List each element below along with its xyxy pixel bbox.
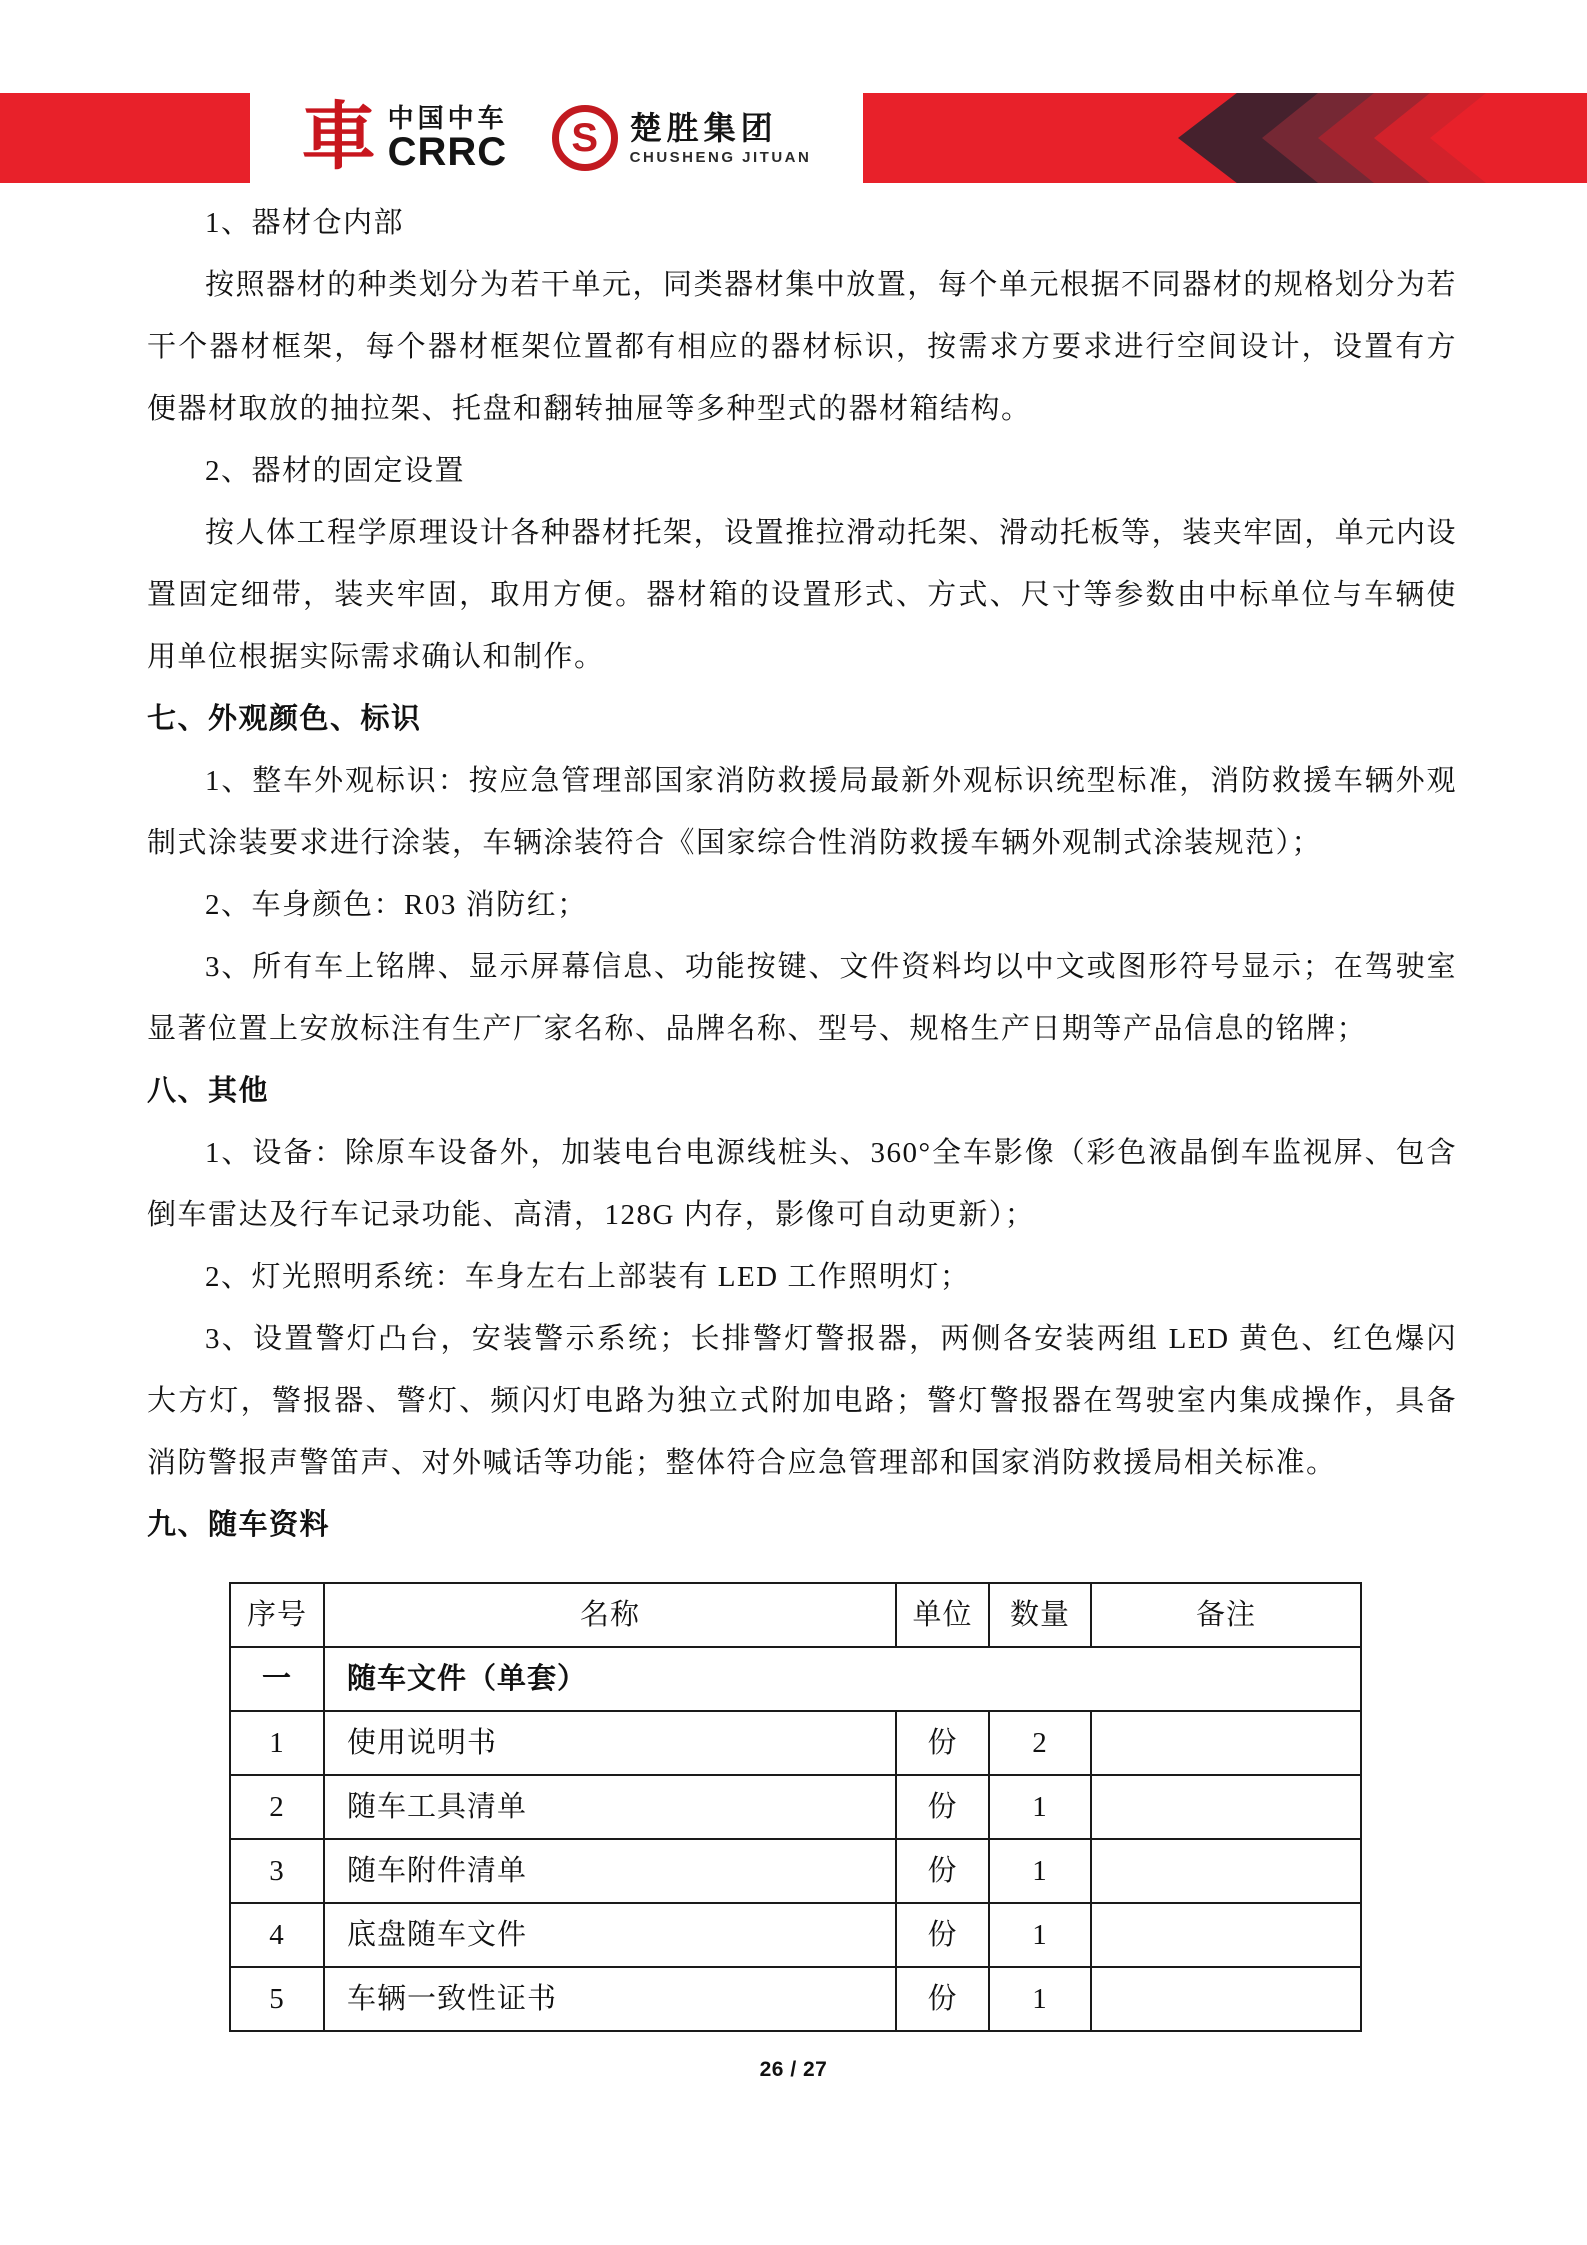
table-row <box>230 1967 1361 2031</box>
note-cell <box>1091 1903 1361 1967</box>
index-cell: 4 <box>230 1903 324 1967</box>
crrc-name-cn: 中国中车 <box>387 104 508 133</box>
document-body <box>147 192 1457 2032</box>
note-cell <box>1091 1839 1361 1903</box>
paragraph: 3、所有车上铭牌、显示屏幕信息、功能按键、文件资料均以中文或图形符号显示；在驾驶室显著位置上安放标注有生产厂家名称、品牌名称、型号、规格生产日期等产品信息的铭牌； <box>147 951 1457 1045</box>
list-item: 1、器材仓内部 <box>205 207 405 239</box>
index-cell: 3 <box>230 1839 324 1903</box>
paragraph: 3、设置警灯凸台，安装警示系统；长排警灯警报器，两侧各安装两组 LED 黄色、红色爆闪大方灯，警报器、警灯、频闪灯电路为独立式附加电路；警灯警报器在驾驶室内集成操作，具备消防警报声警笛声、对外喊话等功能；整体符合应急管理部和国家消防救援局相关标准。 <box>147 1323 1457 1479</box>
unit-cell: 份 <box>896 1967 989 2031</box>
column-header-note: 备注 <box>1091 1583 1361 1647</box>
crrc-logo-text <box>387 104 508 174</box>
paragraph: 1、整车外观标识：按应急管理部国家消防救援局最新外观标识统型标准，消防救援车辆外观制式涂装要求进行涂装，车辆涂装符合《国家综合性消防救援车辆外观制式涂装规范）； <box>147 765 1457 859</box>
table-row <box>230 1839 1361 1903</box>
index-cell: 2 <box>230 1775 324 1839</box>
name-cell: 随车附件清单 <box>324 1839 896 1903</box>
page-number: 26 / 27 <box>759 2058 828 2081</box>
note-cell <box>1091 1967 1361 2031</box>
table-row <box>230 1711 1361 1775</box>
column-header-unit: 单位 <box>896 1583 989 1647</box>
list-item: 2、器材的固定设置 <box>205 455 466 487</box>
qty-cell: 2 <box>989 1711 1091 1775</box>
note-cell <box>1091 1775 1361 1839</box>
logo-panel <box>250 93 863 183</box>
table-header-row <box>230 1583 1361 1647</box>
crrc-name-en: CRRC <box>387 130 508 174</box>
list-item: 2、灯光照明系统：车身左右上部装有 LED 工作照明灯； <box>205 1261 971 1293</box>
section-name-cell: 随车文件（单套） <box>324 1647 1361 1711</box>
paragraph: 按照器材的种类划分为若干单元，同类器材集中放置，每个单元根据不同器材的规格划分为若干个器材框架，每个器材框架位置都有相应的器材标识，按需求方要求进行空间设计，设置有方便器材取放的抽拉架、托盘和翻转抽屉等多种型式的器材箱结构。 <box>147 269 1457 425</box>
section-heading: 七、外观颜色、标识 <box>147 703 422 735</box>
unit-cell: 份 <box>896 1775 989 1839</box>
column-header-name: 名称 <box>324 1583 896 1647</box>
chusheng-logo-icon <box>552 105 618 171</box>
table-row <box>230 1775 1361 1839</box>
index-cell: 5 <box>230 1967 324 2031</box>
chusheng-logo-glyph: S <box>571 116 598 160</box>
unit-cell: 份 <box>896 1903 989 1967</box>
column-header-qty: 数量 <box>989 1583 1091 1647</box>
name-cell: 随车工具清单 <box>324 1775 896 1839</box>
note-cell <box>1091 1711 1361 1775</box>
unit-cell: 份 <box>896 1711 989 1775</box>
qty-cell: 1 <box>989 1775 1091 1839</box>
paragraph: 按人体工程学原理设计各种器材托架，设置推拉滑动托架、滑动托板等，装夹牢固，单元内设置固定细带，装夹牢固，取用方便。器材箱的设置形式、方式、尺寸等参数由中标单位与车辆使用单位根据实际需求确认和制作。 <box>147 517 1457 673</box>
letterhead-band <box>0 93 1587 183</box>
section-heading: 八、其他 <box>147 1075 270 1107</box>
index-cell: 1 <box>230 1711 324 1775</box>
crrc-logo-icon: 車 <box>301 97 376 179</box>
table-row <box>230 1903 1361 1967</box>
list-item: 2、车身颜色：R03 消防红； <box>205 889 588 921</box>
section-index-cell: 一 <box>230 1647 324 1711</box>
table-section-row <box>230 1647 1361 1711</box>
unit-cell: 份 <box>896 1839 989 1903</box>
chusheng-name-en: CHUSHENG JITUAN <box>629 148 812 166</box>
chusheng-name-cn: 楚胜集团 <box>629 109 778 146</box>
paragraph: 1、设备：除原车设备外，加装电台电源线桩头、360°全车影像（彩色液晶倒车监视屏、包含倒车雷达及行车记录功能、高清，128G 内存，影像可自动更新）； <box>147 1137 1457 1231</box>
name-cell: 使用说明书 <box>324 1711 896 1775</box>
name-cell: 底盘随车文件 <box>324 1903 896 1967</box>
column-header-index: 序号 <box>230 1583 324 1647</box>
accompanying-documents-table <box>229 1582 1362 2032</box>
qty-cell: 1 <box>989 1903 1091 1967</box>
chusheng-logo-text <box>630 110 812 167</box>
section-heading: 九、随车资料 <box>147 1509 331 1541</box>
qty-cell: 1 <box>989 1839 1091 1903</box>
qty-cell: 1 <box>989 1967 1091 2031</box>
name-cell: 车辆一致性证书 <box>324 1967 896 2031</box>
